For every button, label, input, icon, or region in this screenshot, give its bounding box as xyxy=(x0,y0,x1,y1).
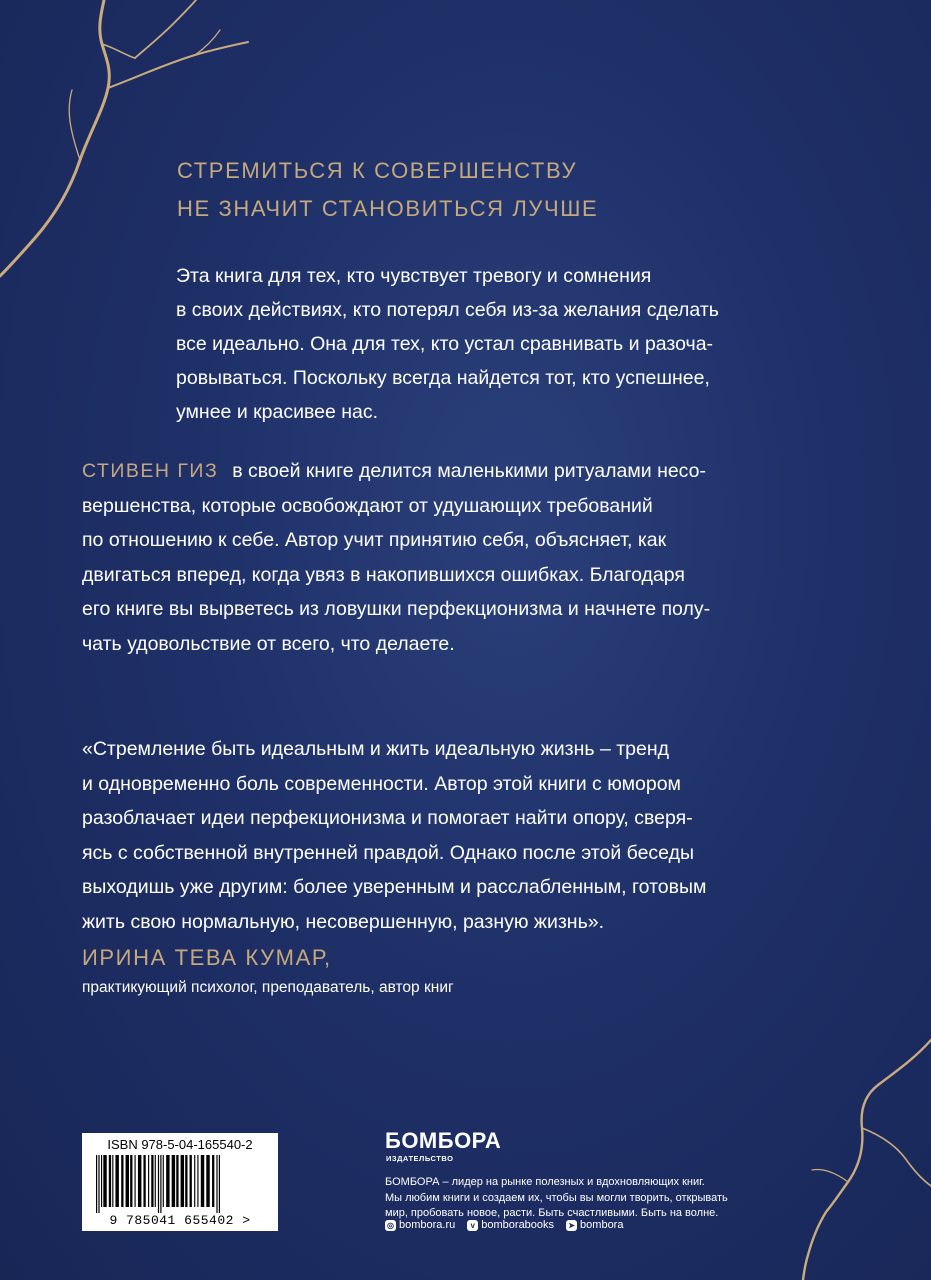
author-line: его книге вы вырветесь из ловушки перфекционизма и начнете полу- xyxy=(82,598,711,620)
barcode-bar xyxy=(112,1155,113,1207)
barcode-bar xyxy=(172,1155,175,1207)
social-links xyxy=(385,1219,635,1231)
reviewer-role: практикующий психолог, преподаватель, автор книг xyxy=(82,979,454,996)
barcode-bar xyxy=(212,1155,214,1207)
barcode-bar xyxy=(148,1155,149,1207)
barcode-bar xyxy=(96,1155,97,1213)
quote-line: и одновременно боль современности. Автор этой книги с юмором xyxy=(82,772,681,795)
headline-line-1: СТРЕМИТЬСЯ К СОВЕРШЕНСТВУ xyxy=(177,158,578,183)
social-vk[interactable] xyxy=(467,1219,554,1231)
publisher-line: БОМБОРА – лидер на рынке полезных и вдохновляющих книг. xyxy=(385,1176,705,1188)
quote-line: «Стремление быть идеальным и жить идеальную жизнь – тренд xyxy=(82,738,669,760)
barcode-bars xyxy=(90,1155,270,1213)
barcode-bar xyxy=(115,1155,118,1207)
barcode-bar xyxy=(176,1155,178,1207)
barcode-bar xyxy=(138,1155,141,1207)
barcode-bar xyxy=(101,1155,102,1207)
intro-line: в своих действиях, кто потерял себя из-за желания сделать xyxy=(176,299,719,321)
author-name: СТИВЕН ГИЗ xyxy=(82,460,219,482)
author-line: чать удовольствие от всего, что делаете. xyxy=(82,632,455,655)
barcode-bar xyxy=(163,1155,164,1207)
barcode-bar xyxy=(130,1155,132,1207)
social-telegram[interactable] xyxy=(566,1219,623,1231)
publisher-description xyxy=(385,1175,728,1222)
barcode-bar xyxy=(121,1155,123,1207)
barcode xyxy=(82,1133,278,1231)
globe-icon: ◎ xyxy=(385,1220,396,1231)
intro-paragraph xyxy=(176,259,856,429)
barcode-bar xyxy=(151,1155,153,1207)
barcode-bar xyxy=(197,1155,198,1207)
quote-line: ясь с собственной внутренней правдой. Однако после этой беседы xyxy=(82,841,694,864)
barcode-bar xyxy=(219,1155,220,1213)
quote-line: жить свою нормальную, несовершенную, разную жизнь». xyxy=(82,910,604,933)
barcode-bar xyxy=(201,1155,204,1207)
barcode-bar xyxy=(216,1155,217,1213)
telegram-icon: ➤ xyxy=(566,1220,577,1231)
author-line: вершенства, которые освобождают от удушающих требований xyxy=(82,494,653,517)
publisher-logo: БОМБОРА xyxy=(385,1128,502,1153)
barcode-bar xyxy=(185,1155,187,1207)
intro-line: все идеально. Она для тех, кто устал сравнивать и разоча- xyxy=(176,333,714,355)
reviewer-name: ИРИНА ТЕВА КУМАР, xyxy=(82,945,332,970)
social-label: bomborabooks xyxy=(481,1219,555,1231)
barcode-bar xyxy=(160,1155,161,1213)
headline xyxy=(177,156,598,232)
isbn-label: ISBN 978-5-04-165540-2 xyxy=(107,1137,253,1152)
publisher-logo-subtitle: ИЗДАТЕЛЬСТВО xyxy=(386,1154,454,1163)
barcode-bar xyxy=(166,1155,169,1207)
intro-line: ровываться. Поскольку всегда найдется тот, кто успешнее, xyxy=(176,367,710,389)
author-first-line xyxy=(82,454,842,489)
barcode-bar xyxy=(158,1155,159,1213)
barcode-bar xyxy=(109,1155,111,1207)
social-label: bombora.ru xyxy=(399,1219,456,1231)
barcode-bar xyxy=(194,1155,195,1207)
quote-line: разоблачает идеи перфекционизма и помогает найти опору, сверя- xyxy=(82,807,693,829)
intro-line: умнее и красивее нас. xyxy=(176,401,379,423)
barcode-bar xyxy=(206,1155,209,1207)
barcode-bar xyxy=(103,1155,106,1207)
barcode-bar xyxy=(135,1155,136,1207)
barcode-bar xyxy=(143,1155,145,1207)
quote-line: выходишь уже другим: более уверенным и расслабленным, готовым xyxy=(82,876,707,898)
barcode-digits: 9 785041 655402 > xyxy=(109,1213,251,1228)
barcode-bar xyxy=(181,1155,184,1207)
barcode-bar xyxy=(98,1155,99,1213)
barcode-bar xyxy=(190,1155,192,1207)
review-quote xyxy=(82,732,842,939)
author-line: в своей книге делится маленькими ритуалами несо- xyxy=(232,460,706,482)
social-label: bombora xyxy=(580,1219,624,1231)
publisher-line: мир, пробовать новое, расти. Быть счастливыми. Быть на волне. xyxy=(385,1207,719,1219)
social-website[interactable] xyxy=(385,1219,455,1231)
author-line: по отношению к себе. Автор учит принятию себя, объясняет, как xyxy=(82,529,667,551)
headline-line-2: НЕ ЗНАЧИТ СТАНОВИТЬСЯ ЛУЧШЕ xyxy=(177,196,599,221)
intro-line: Эта книга для тех, кто чувствует тревогу и сомнения xyxy=(176,265,652,287)
vk-icon: v xyxy=(467,1220,478,1231)
author-paragraph xyxy=(82,454,842,661)
author-line: двигаться вперед, когда увяз в накопившихся ошибках. Благодаря xyxy=(82,563,685,586)
barcode-bar xyxy=(126,1155,129,1207)
barcode-bar xyxy=(155,1155,156,1207)
publisher-line: Мы любим книги и создаем их, чтобы вы могли творить, открывать xyxy=(385,1191,728,1204)
